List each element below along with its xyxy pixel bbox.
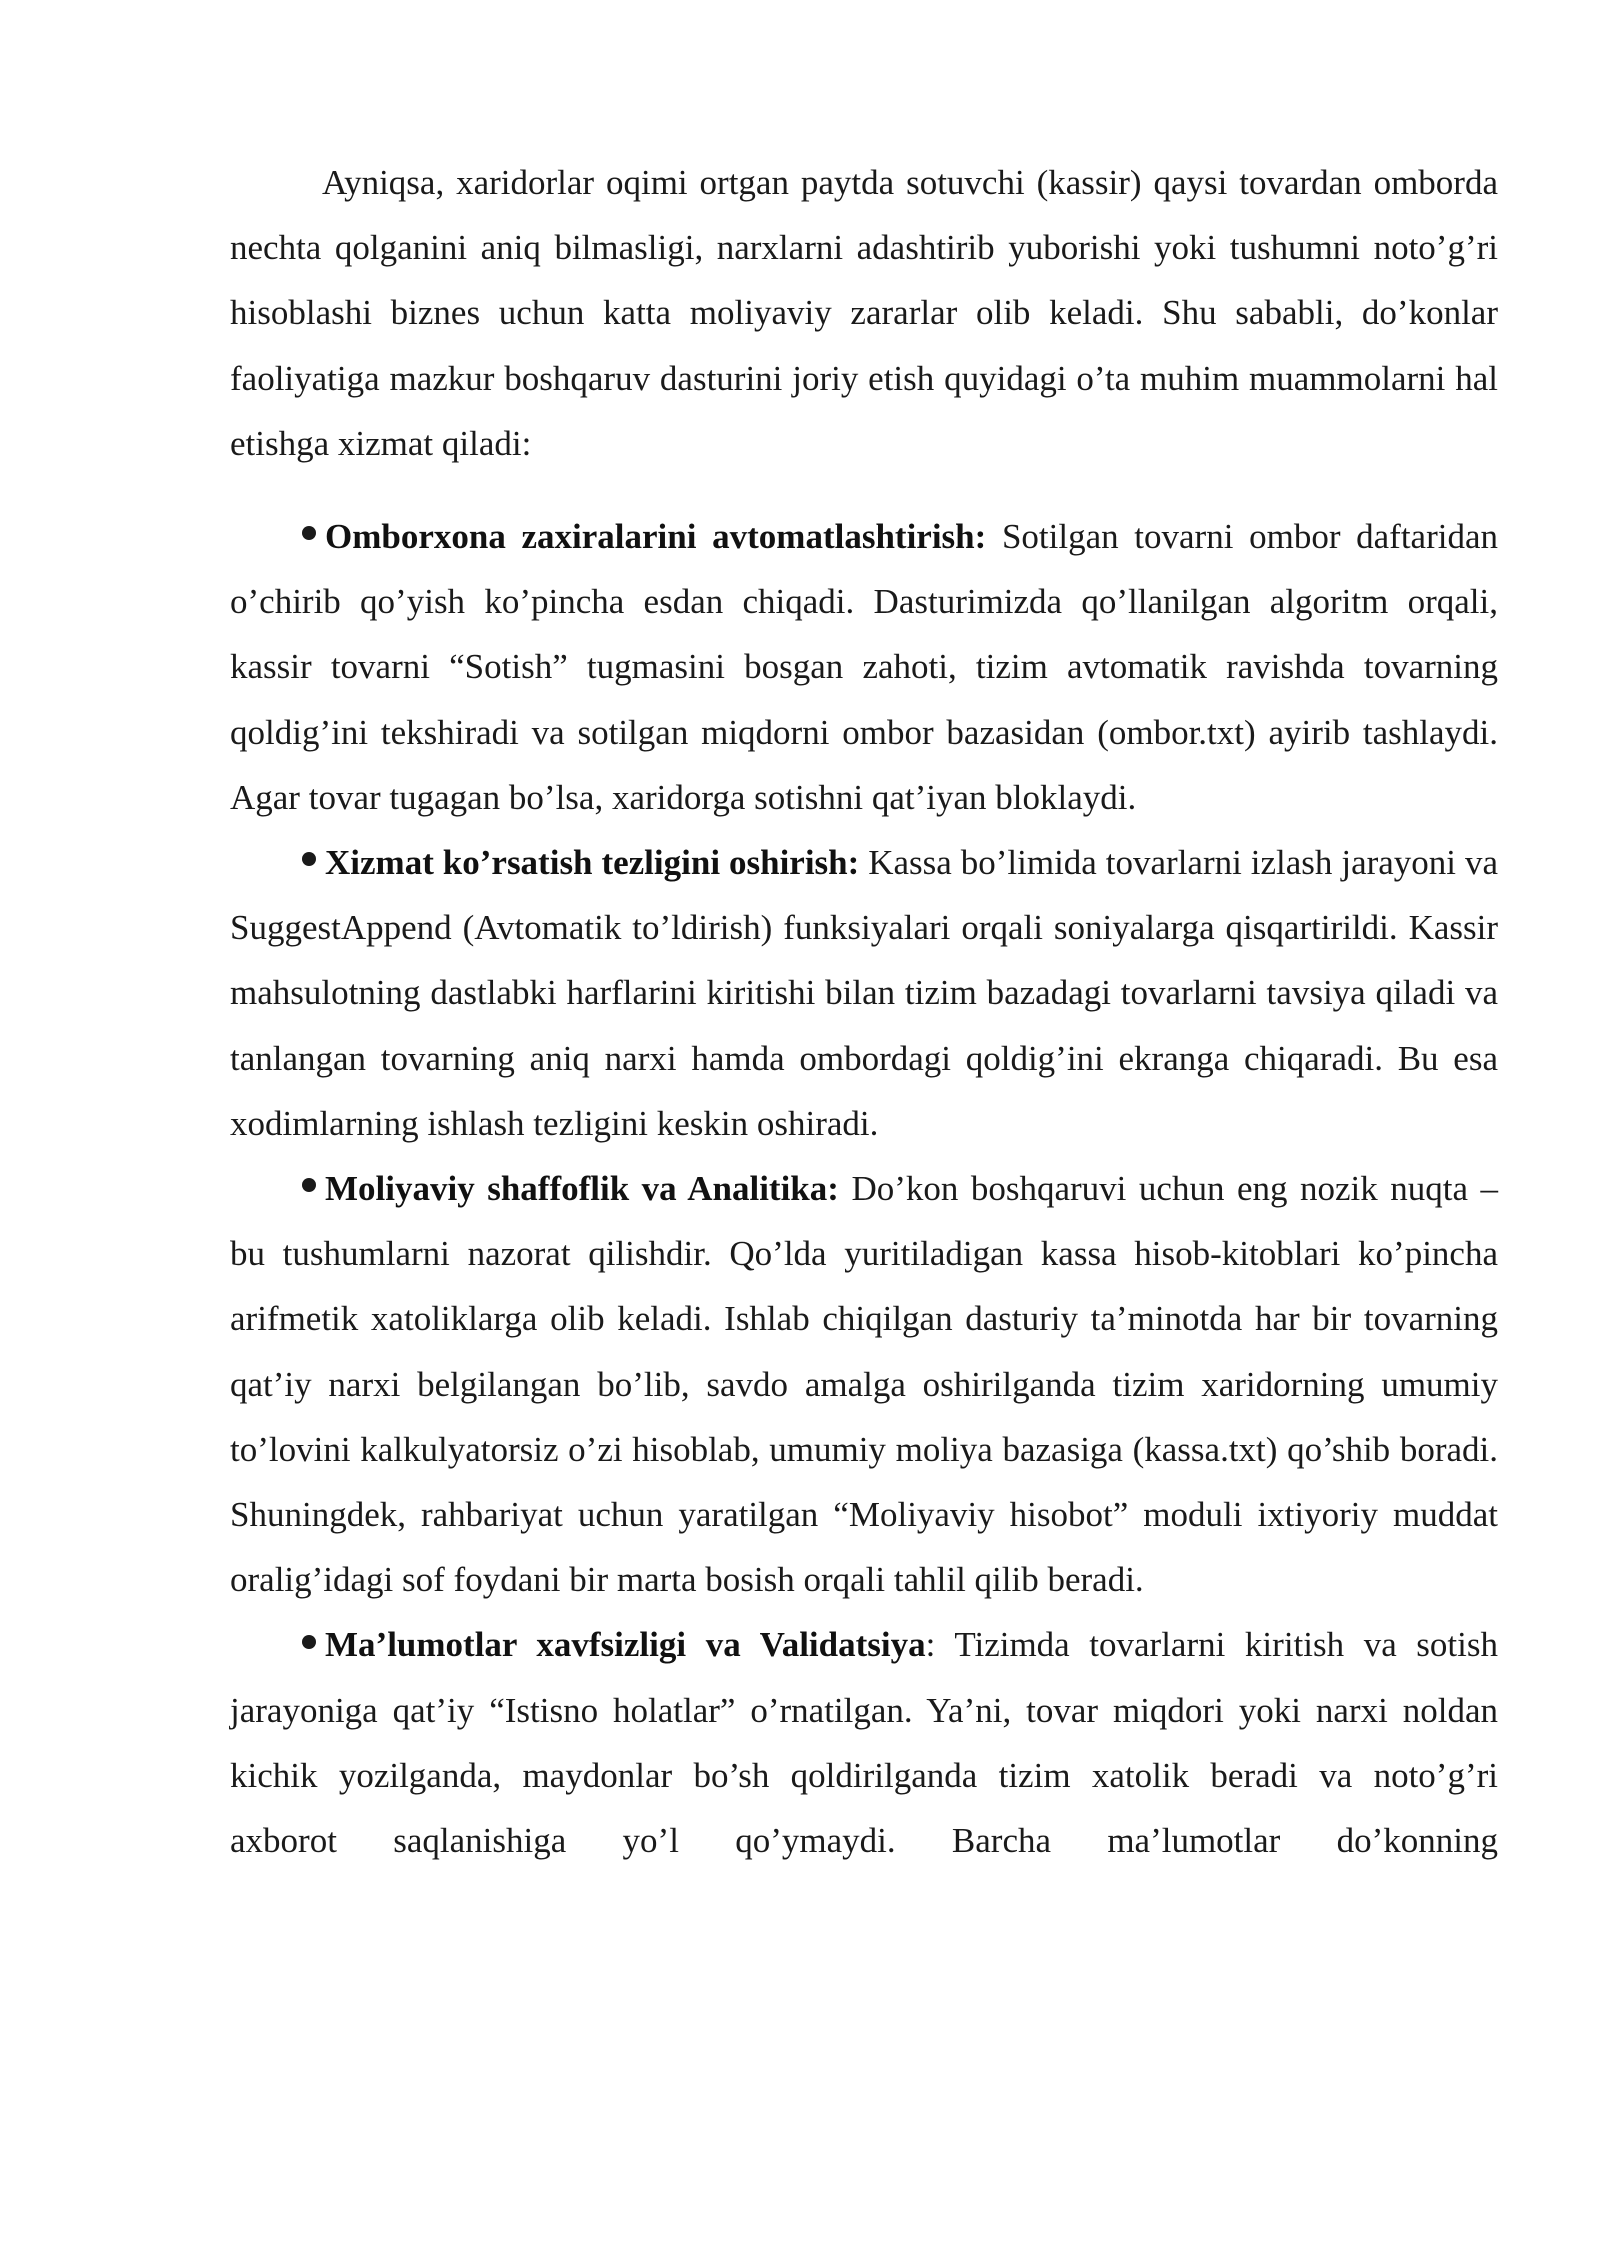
bullet-text: Sotilgan tovarni ombor daftaridan o’chirib qo’yish ko’pincha esdan chiqadi. Dasturimizda qo’llanilgan algoritm orqali, kassir tovarni “Sotish” tugmasini bosgan zahoti, tizim avtomatik ravishda tovarning qoldig’ini tekshiradi va sotilgan miqdorni ombor bazasidan (ombor.txt) ayirib tashlaydi. Agar tovar tugagan bo’lsa, xaridorga sotishni qat’iyan bloklaydi.: [230, 517, 1498, 817]
bullet-text: Kassa bo’limida tovarlarni izlash jarayoni va SuggestAppend (Avtomatik to’ldirish) funksiyalari orqali soniyalarga qisqartirildi. Kassir mahsulotning dastlabki harflarini kiritishi bilan tizim bazadagi tovarlarni tavsiya qiladi va tanlangan tovarning aniq narxi hamda ombordagi qoldig’ini ekranga chiqaradi. Bu esa xodimlarning ishlash tezligini keskin oshiradi.: [230, 843, 1498, 1143]
document-page: [230, 150, 1498, 1873]
bullet-term: Moliyaviy shaffoflik va Analitika:: [325, 1169, 839, 1209]
bullet-dot-icon: [302, 1178, 316, 1192]
bullet-term: Xizmat ko’rsatish tezligini oshirish:: [325, 843, 860, 883]
bullet-text: Do’kon boshqaruvi uchun eng nozik nuqta – bu tushumlarni nazorat qilishdir. Qo’lda yuritiladigan kassa hisob-kitoblari ko’pincha arifmetik xatoliklarga olib keladi. Ishlab chiqilgan dasturiy ta’minotda har bir tovarning qat’iy narxi belgilangan bo’lib, savdo amalga oshirilganda tizim xaridorning umumiy to’lovini kalkulyatorsiz o’zi hisoblab, umumiy moliya bazasiga (kassa.txt) qo’shib boradi. Shuningdek, rahbariyat uchun yaratilgan “Moliyaviy hisobot” moduli ixtiyoriy muddat oralig’idagi sof foydani bir marta bosish orqali tahlil qilib beradi.: [230, 1169, 1498, 1600]
bullet-dot-icon: [302, 1635, 316, 1649]
bullet-term: Ma’lumotlar xavfsizligi va Validatsiya: [325, 1625, 926, 1665]
intro-paragraph: Ayniqsa, xaridorlar oqimi ortgan paytda sotuvchi (kassir) qaysi tovardan omborda nechta qolganini aniq bilmasligi, narxlarni adashtirib yuborishi yoki tushumni noto’g’ri hisoblashi biznes uchun katta moliyaviy zararlar olib keladi. Shu sababli, do’konlar faoliyatiga mazkur boshqaruv dasturini joriy etish quyidagi o’ta muhim muammolarni hal etishga xizmat qiladi:: [230, 163, 1498, 463]
bullet-dot-icon: [302, 526, 316, 540]
bullet-item-finance: [230, 1156, 1498, 1612]
bullet-item-security: [230, 1612, 1498, 1873]
bullet-text: : Tizimda tovarlarni kiritish va sotish jarayoniga qat’iy “Istisno holatlar” o’rnatilgan. Ya’ni, tovar miqdori yoki narxi noldan kichik yozilganda, maydonlar bo’sh qoldirilganda tizim xatolik beradi va noto’g’ri axborot saqlanishiga yo’l qo’ymaydi. Barcha ma’lumotlar do’konning: [230, 1625, 1499, 1861]
bullet-item-inventory: [230, 504, 1498, 830]
bullet-term: Omborxona zaxiralarini avtomatlashtirish:: [325, 517, 987, 557]
bullet-dot-icon: [302, 852, 316, 866]
bullet-item-service-speed: [230, 830, 1498, 1156]
